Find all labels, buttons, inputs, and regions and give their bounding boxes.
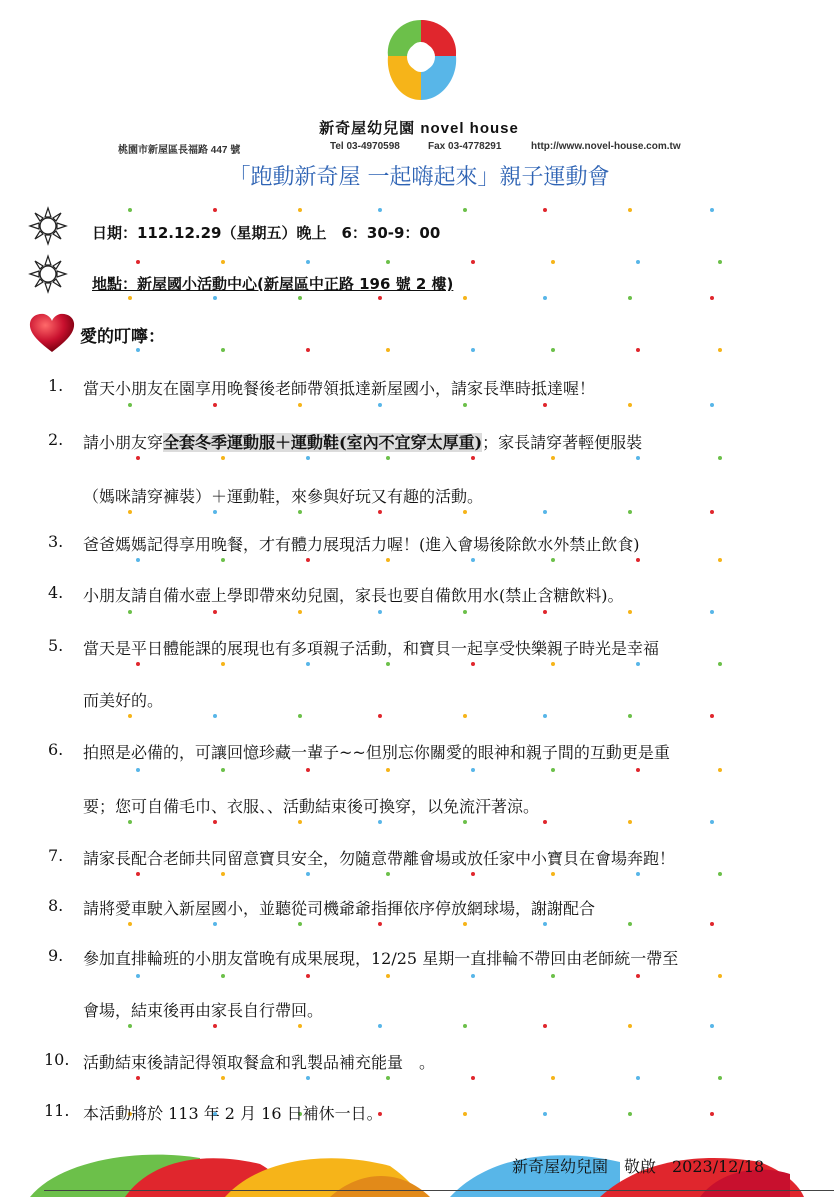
highlighted-text: 全套冬季運動服＋運動鞋(室內不宜穿太厚重) [163,433,483,452]
confetti-dot [551,558,555,562]
list-item-continuation: 會場，結束後再由家長自行帶回。 [83,1001,324,1020]
brand-name: 新奇屋幼兒園 novel house [319,120,519,137]
confetti-dot [306,456,310,460]
confetti-dot [471,456,475,460]
confetti-dot [471,662,475,666]
event-date: 日期：112.12.29（星期五）晚上 6：30-9：00 [92,224,441,242]
confetti-dot [628,208,632,212]
confetti-dot [543,922,547,926]
confetti-dot [628,510,632,514]
confetti-dot [386,974,390,978]
list-item-text: 參加直排輪班的小朋友當晚有成果展現，12/25 星期一直排輪不帶回由老師統一帶至 [83,949,679,968]
confetti-dot [543,1024,547,1028]
confetti-dot [306,558,310,562]
confetti-dot [710,610,714,614]
list-item-number: 1. [48,376,64,395]
confetti-dot [298,922,302,926]
confetti-dot [386,260,390,264]
confetti-dot [718,1076,722,1080]
confetti-dot [628,1024,632,1028]
list-item-text-part: ；家長請穿著輕便服裝 [482,433,643,452]
confetti-dot [543,510,547,514]
list-item-text: 小朋友請自備水壺上學即帶來幼兒園，家長也要自備飲用水(禁止含糖飲料)。 [83,586,624,605]
confetti-dot [463,922,467,926]
confetti-dot [128,610,132,614]
confetti-dot [386,662,390,666]
confetti-dot [386,558,390,562]
confetti-dot [551,662,555,666]
confetti-dot [636,872,640,876]
confetti-dot [543,208,547,212]
list-item-text: 當天是平日體能課的展現也有多項親子活動，和寶貝一起享受快樂親子時光是幸福 [83,639,660,658]
confetti-dot [386,1076,390,1080]
confetti-dot [128,403,132,407]
confetti-dot [463,296,467,300]
confetti-dot [136,348,140,352]
list-item-number: 6. [48,740,64,759]
confetti-dot [710,510,714,514]
list-item-number: 7. [48,846,64,865]
confetti-dot [463,1024,467,1028]
bottom-rule [44,1190,834,1191]
confetti-dot [551,768,555,772]
confetti-dot [710,1024,714,1028]
heart-icon [28,312,76,354]
confetti-dot [306,768,310,772]
list-item-number: 3. [48,532,64,551]
confetti-dot [628,714,632,718]
confetti-dot [298,820,302,824]
confetti-dot [298,510,302,514]
confetti-dot [213,403,217,407]
list-item-text [83,430,642,453]
list-item-text: 活動結束後請記得領取餐盒和乳製品補充能量 。 [83,1053,436,1072]
confetti-dot [636,768,640,772]
list-item-number: 10. [44,1050,70,1069]
confetti-dot [463,1112,467,1116]
list-item-number: 11. [44,1101,70,1120]
confetti-dot [471,348,475,352]
confetti-dot [636,348,640,352]
confetti-dot [386,872,390,876]
list-item-text: 請將愛車駛入新屋國小，並聽從司機爺爺指揮依序停放網球場，謝謝配合 [83,899,596,918]
confetti-dot [628,296,632,300]
confetti-dot [378,296,382,300]
confetti-dot [636,260,640,264]
tel-text: Tel 03-4970598 [330,141,400,152]
confetti-dot [543,403,547,407]
confetti-dot [386,768,390,772]
confetti-dot [636,1076,640,1080]
confetti-dot [551,348,555,352]
confetti-dot [378,208,382,212]
confetti-dot [298,208,302,212]
confetti-dot [718,558,722,562]
confetti-dot [306,260,310,264]
confetti-dot [551,456,555,460]
confetti-dot [471,558,475,562]
confetti-dot [463,714,467,718]
list-item-text-part: 請小朋友穿 [83,433,164,452]
confetti-dot [306,348,310,352]
confetti-dot [378,403,382,407]
confetti-dot [221,456,225,460]
confetti-dot [298,296,302,300]
list-item-number: 5. [48,636,64,655]
confetti-dot [718,872,722,876]
confetti-dot [718,974,722,978]
confetti-dot [128,208,132,212]
confetti-dot [636,456,640,460]
confetti-dot [718,768,722,772]
confetti-dot [306,872,310,876]
confetti-dot [386,348,390,352]
confetti-dot [551,260,555,264]
confetti-dot [543,820,547,824]
confetti-dot [221,260,225,264]
confetti-dot [221,1076,225,1080]
confetti-dot [463,510,467,514]
confetti-dot [128,922,132,926]
list-item-number: 8. [48,896,64,915]
confetti-dot [378,714,382,718]
confetti-dot [628,1112,632,1116]
confetti-dot [718,260,722,264]
confetti-dot [213,714,217,718]
confetti-dot [378,510,382,514]
confetti-dot [298,610,302,614]
confetti-dot [378,820,382,824]
confetti-dot [710,820,714,824]
event-location: 地點：新屋國小活動中心(新屋區中正路 196 號 2 樓) [92,275,454,293]
confetti-dot [471,1076,475,1080]
list-item-text: 請家長配合老師共同留意寶貝安全，勿隨意帶離會場或放任家中小寶貝在會場奔跑！ [83,849,676,868]
confetti-dot [551,872,555,876]
confetti-dot [136,1076,140,1080]
confetti-dot [136,974,140,978]
confetti-dot [136,768,140,772]
website-link[interactable]: http://www.novel-house.com.tw [531,141,681,152]
list-item-text: 拍照是必備的，可讓回憶珍藏一輩子~~但別忘你關愛的眼神和親子間的互動更是重 [83,743,670,762]
confetti-dot [543,714,547,718]
confetti-dot [213,296,217,300]
list-item-number: 4. [48,583,64,602]
confetti-dot [710,403,714,407]
confetti-dot [298,1024,302,1028]
confetti-dot [128,820,132,824]
confetti-dot [213,510,217,514]
confetti-dot [543,610,547,614]
confetti-dot [628,403,632,407]
fax-text: Fax 03-4778291 [428,141,502,152]
confetti-dot [128,1024,132,1028]
confetti-dot [710,922,714,926]
confetti-dot [710,296,714,300]
confetti-dot [471,872,475,876]
list-item-continuation: （媽咪請穿褲裝）＋運動鞋，來參與好玩又有趣的活動。 [83,487,484,506]
confetti-dot [463,403,467,407]
confetti-dot [710,208,714,212]
confetti-dot [136,872,140,876]
confetti-dot [718,456,722,460]
confetti-dot [471,260,475,264]
confetti-dot [636,558,640,562]
list-item-text: 本活動將於 113 年 2 月 16 日補休一日。 [83,1104,383,1123]
confetti-dot [551,1076,555,1080]
list-item-continuation: 而美好的。 [83,691,164,710]
confetti-dot [636,662,640,666]
confetti-dot [718,662,722,666]
confetti-dot [718,348,722,352]
confetti-dot [221,348,225,352]
list-item-text: 爸爸媽媽記得享用晚餐，才有體力展現活力喔！(進入會場後除飲水外禁止飲食) [83,535,640,554]
list-item-text: 當天小朋友在園享用晚餐後老師帶領抵達新屋國小，請家長準時抵達喔！ [83,379,596,398]
confetti-dot [378,922,382,926]
reminder-heading: 愛的叮嚀： [80,327,165,347]
confetti-dot [128,510,132,514]
sun-icon [28,206,68,246]
confetti-dot [551,974,555,978]
list-item-number: 2. [48,430,64,449]
confetti-dot [136,662,140,666]
confetti-dot [306,1076,310,1080]
confetti-dot [628,820,632,824]
confetti-dot [136,558,140,562]
confetti-dot [213,1024,217,1028]
confetti-dot [628,610,632,614]
confetti-dot [213,820,217,824]
confetti-dot [386,456,390,460]
confetti-dot [378,1024,382,1028]
confetti-dot [306,974,310,978]
confetti-dot [221,974,225,978]
confetti-dot [136,260,140,264]
confetti-dot [628,922,632,926]
confetti-dot [710,1112,714,1116]
confetti-dot [543,296,547,300]
confetti-dot [298,714,302,718]
confetti-dot [710,714,714,718]
confetti-dot [378,610,382,614]
confetti-dot [471,974,475,978]
confetti-dot [213,922,217,926]
confetti-dot [463,208,467,212]
confetti-dot [213,208,217,212]
confetti-dot [471,768,475,772]
confetti-dot [136,456,140,460]
list-item-continuation: 要；您可自備毛巾、衣服、、活動結束後可換穿，以免流汗著涼。 [83,797,540,816]
confetti-dot [636,974,640,978]
confetti-dot [221,558,225,562]
sun-icon [28,254,68,294]
confetti-dot [128,714,132,718]
confetti-dot [306,662,310,666]
confetti-dot [298,403,302,407]
confetti-dot [221,768,225,772]
confetti-dot [463,610,467,614]
confetti-dot [463,820,467,824]
confetti-dot [221,872,225,876]
confetti-dot [128,296,132,300]
page-title: 「跑動新奇屋 一起嗨起來」親子運動會 [228,165,610,190]
confetti-dot [543,1112,547,1116]
address-text: 桃園市新屋區長福路 447 號 [118,145,241,156]
confetti-dot [213,610,217,614]
list-item-number: 9. [48,946,64,965]
confetti-dot [221,662,225,666]
signature: 新奇屋幼兒園 敬啟 2023/12/18 [512,1157,765,1176]
